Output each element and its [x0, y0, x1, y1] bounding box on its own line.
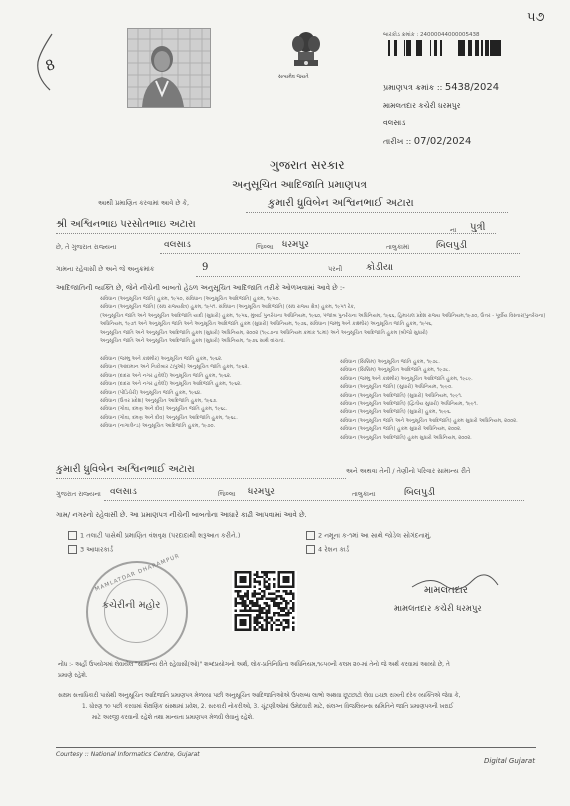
signatory-office: મામલતદાર કચેરી ધરમપુર	[394, 604, 482, 614]
cert-no-value: 5438/2024	[444, 82, 500, 93]
order-line: અનુસૂચિત જાતિ અને અનુસૂચિત આદિજાતિ હુકમ (સુધારો) અધિનિયમ, ૧૯૭૬ સાથે વાંચતાં.	[100, 338, 285, 345]
note-line: 1. ધોરણ ૧૦ પછી કરવામાં શૈક્ષણિક સંસ્થામાં પ્રવેશ, 2. સરકારી નોકરીઓ, 3. ચૂંટણીઓમાં ઉમેદવારી માટે, સંલગ્ન વિજલિયન્સ સમિતિને જાતિ પ્રમાણપત્રની ખરાઈ	[82, 704, 454, 710]
document-subtitle: અનુસૂચિત આદિજાતિ પ્રમાણપત્ર	[232, 179, 367, 191]
order-line: સંવિધાન (દાદરા અને નગર હવેલી) અનુસૂચિત જાતિ હુકમ, ૧૯૬૨.	[100, 372, 232, 379]
barcode-image	[383, 40, 503, 56]
taluka-label: તાલુકામાં	[386, 243, 410, 251]
order-line: સંવિધાન (અનુસૂચિત જાતિ) (સુધારો) અધિનિયમ, ૧૯૯૦.	[340, 384, 453, 391]
order-line: સંવિધાન (અનુસૂચિત આદિજાતિ) (દ્વિતીય સુધારો) અધિનિયમ, ૧૯૯૧.	[340, 401, 479, 408]
serial-number: 9	[202, 262, 209, 273]
barcode-value: 24000044000005438	[419, 32, 480, 38]
basis-text: ગામ/ નગરનો રહેવાસી છે. આ પ્રમાણપત્ર નીચેની બાબતોના આધારે કાઢી આપવામાં આવે છે.	[56, 511, 307, 519]
orders-block-1	[100, 295, 545, 345]
cert-no-label: પ્રમાણપત્ર ક્રમાંક ::	[383, 83, 443, 92]
margin-scribble	[30, 32, 60, 92]
signature: મામલતદાર	[424, 585, 468, 596]
issuing-office: મામલતદાર કચેરી ધરમપુર	[383, 101, 461, 110]
note-block	[58, 660, 450, 682]
order-line: સંવિધાન (અનુસૂચિત આદિજાતિ) (સુધારો) અધિનિયમ, ૧૯૯૧.	[340, 392, 463, 399]
issuing-district: વલસાડ	[383, 118, 406, 127]
footer-brand: Digital Gujarat	[484, 757, 535, 765]
district-value: વલસાડ	[164, 240, 191, 250]
order-line: સંવિધાન (આંદામાન અને નિકોબાર ટાપુઓ) અનુસૂચિત જાતિ હુકમ, ૧૯૬૨.	[100, 364, 249, 371]
village-text: ગામના રહેવાસી છે અને જે અનુક્રમાંક	[56, 265, 155, 273]
note-line: સક્ષમ સત્તાધિકારી પાસેથી અનુસૂચિત આદિજાતિ પ્રમાણપત્ર મેળવ્યા પછી અનુસૂચિત આદિજાતિઓએ ઉપલબ્ધ લાભો અથવા છૂટછાટો લેવા ઇચ્છા રાખતી દરેક વ્યક્તિએ જેવા કે,	[58, 693, 461, 699]
qr-code	[232, 571, 297, 631]
order-line: સંવિધાન (દાદરા અને નગર હવેલી) અનુસૂચિત આદિજાતિ હુકમ, ૧૯૬૨.	[100, 381, 242, 388]
order-line: (અનુસૂચિત જાતિ અને અનુસૂચિત આદિજાતિ યાદી (સુધારો) હુકમ, ૧૯૫૬, મુંબઈ પુનર્રચના અધિનિયમ, ૧૯૬૦, પંજાબ પુનર્રચના અધિનિયમ, ૧૯૬૬, હિમાચલ પ્રદેશ રાજ્ય અધિનિયમ,૧૯૭૦, ઉત્તર - પૂર્વીય વિસ્તાર(પુનર્રચના)	[100, 312, 546, 319]
order-line: સંવિધાન (જમ્મુ અને કાશ્મીર) અનુસૂચિત આદિજાતિ હુકમ, ૧૯૮૯.	[340, 375, 473, 382]
order-line: સંવિધાન (સિક્કિમ) અનુસૂચિત જાતિ હુકમ, ૧૯૭૮.	[340, 359, 440, 365]
father-name: શ્રી અશ્વિનભાઇ પરસોતભાઇ અટારા	[56, 219, 196, 230]
barcode-label: બારકોડ ક્રમાંક :	[383, 32, 419, 38]
date-label: તારીખ ::	[383, 137, 412, 146]
order-line: સંવિધાન (પોંડિચેરી) અનુસૂચિત જાતિ હુકમ, ૧૯૬૪.	[100, 389, 202, 396]
residence-taluka: ધરમપુર	[248, 487, 275, 497]
emblem-caption: સત્યમેવ જયતે	[278, 74, 309, 80]
applicant-photo	[127, 28, 211, 108]
margin-note: 8	[43, 56, 58, 76]
checkbox-icon	[306, 531, 315, 540]
note-line: પ્રમાણે રહેશે.	[58, 673, 88, 679]
order-line: સંવિધાન (ઉત્તર પ્રદેશ) અનુસૂચિત આદિજાતિ હુકમ, ૧૯૬૭.	[100, 398, 218, 405]
order-line: સંવિધાન (અનુસૂચિત જાતિ અને અનુસૂચિત આદિજાતિ) હુકમ સુધારો અધિનિયમ, ૨૦૦૨.	[340, 417, 518, 424]
residence-taluka-label: તાલુકાના	[352, 490, 376, 498]
order-line: સંવિધાન (અનુસૂચિત જાતિ) (સંઘ રાજ્યક્ષેત્ર) હુકમ, ૧૯૫૧. સંવિધાન (અનુસૂચિત આદિજાતિ) (સંઘ રાજ્ય ક્ષેત્ર) હુકમ, ૧૯૫૧ રેક,	[100, 304, 356, 311]
order-line: સંવિધાન (સિક્કિમ) અનુસૂચિત આદિજાતિ હુકમ, ૧૯૭૮.	[340, 367, 451, 374]
village-value: બિલપુડી	[436, 240, 468, 251]
tribe-text: આદિજાતિની વ્યક્તિ છે, જેને નીચેની બાબતો હેઠળ અનુસૂચિત આદિજાતિ તરીકે ઓળખવામાં આવે છે :-	[56, 284, 345, 292]
date-value: 07/02/2024	[413, 136, 472, 147]
relation-prefix: ના	[450, 226, 457, 234]
applicant-name: કુમારી ધ્રુવિબેન અશ્વિનભાઈ અટારા	[268, 197, 414, 209]
orders-left	[100, 355, 249, 431]
basis-item-1: 1 તલાટી પાસેથી પ્રમાણિત વંશવૃક્ષ (પરદાદાથી શરૂઆત કરીને.)	[80, 531, 241, 540]
note-line: નોંધ :- અહીં ઉપયોગમાં લેવાયેલ "સામાન્ય રીતે રહેવાસી(ઓ)" શબ્દપ્રયોગનો અર્થ, લોક-પ્રતિનિધિત્વ અધિનિયમ,૧૯૫૦ની કલમ ૨૦-માં તેનો જે અર્થ કરવામાં આવ્યો છે, તે	[58, 662, 450, 668]
residence-district: વલસાડ	[110, 487, 137, 497]
checkbox-icon	[68, 531, 77, 540]
certify-text: આથી પ્રમાણિત કરવામાં આવે છે કે,	[98, 199, 190, 207]
residence-tail: અને અથવા તેની / તેણીનો પરિવાર સામાન્ય રીતે	[346, 467, 471, 475]
order-line: સંવિધાન (નાગાલેન્ડ) અનુસૂચિત આદિજાતિ હુકમ, ૧૯૭૦.	[100, 423, 216, 430]
residence-name: કુમારી ધ્રુવિબેન અશ્વિનભાઈ અટારા	[56, 464, 195, 475]
signature-scribble	[410, 573, 500, 593]
order-line: સંવિધાન (ગોવા, દમણ અને દીવ) અનુસૂચિત જાતિ હુકમ, ૧૯૬૮.	[100, 406, 228, 413]
order-line: સંવિધાન (અનુસૂચિત આદિજાતિ) (સુધારો) હુકમ, ૧૯૯૬.	[340, 409, 452, 416]
seal-caption: કચેરીની મહોર	[102, 600, 161, 611]
order-line: સંવિધાન (ગોવા, દમણ અને દીવ) અનુસૂચિત આદિજાતિ હુકમ, ૧૯૬૮.	[100, 414, 238, 421]
order-line: સંવિધાન (અનુસૂચિત જાતિ) હુકમ, ૧૯૫૦, સંવિધાન (અનુસૂચિત આદિજાતિ) હુકમ, ૧૯૫૦.	[100, 296, 281, 302]
basis-item-4: 4 રેશન કાર્ડ	[318, 545, 350, 554]
order-line: સંવિધાન (અનુસૂચિત જાતિ) હુકમ સુધારો અધિનિયમ, ૨૦૦૨.	[340, 426, 462, 433]
taluka-value: ધરમપુર	[282, 240, 309, 250]
residence-village: બિલપુડી	[404, 487, 436, 498]
orders-right	[340, 358, 518, 442]
footer-courtesy: Courtesy :: National Informatics Centre, Gujarat	[56, 751, 200, 758]
relation: પુત્રી	[470, 222, 486, 233]
basis-item-3: 3 આધારકાર્ડ	[80, 545, 114, 554]
note-line: માટે અરજી કરવાની રહેશે તથા માન્યતા પ્રમાણપત્ર મેળવી લેવાનું રહેશે.	[92, 715, 254, 721]
seal-ring-text: MAMLATDAR DHARAMPUR	[94, 553, 181, 593]
checkbox-icon	[306, 545, 315, 554]
page-number: ૫૭	[527, 10, 545, 25]
order-line: અનુસૂચિત જાતિ અને અનુસૂચિત આદિજાતિ હુકમ (સુધારો) અધિનિયમ, ૨૦૦૨ (૧૯૮૭ના અધિનિયમ ક્રમાંક ૧૮માં) અને અનુસૂચિત આદિજાતિ હુકમ (બીજો સુધારો)	[100, 329, 428, 336]
national-emblem-icon	[288, 22, 324, 78]
district-label: જિલ્લા	[256, 243, 274, 251]
tribe-name: કોડીયા	[366, 262, 394, 273]
checkbox-icon	[68, 545, 77, 554]
document-title: ગુજરાત સરકાર	[270, 158, 345, 172]
residence-district-label: જિલ્લા	[218, 490, 236, 498]
basis-item-2: 2 નમૂના ક-૧માં આ સાથે જોડેલ સોગંદનામું.	[318, 531, 432, 540]
residence-state: ગુજરાત રાજ્યના	[56, 490, 101, 498]
order-line: સંવિધાન (અનુસૂચિત આદિજાતિ) હુકમ સુધારો અધિનિયમ, ૨૦૦૨.	[340, 434, 472, 441]
order-line: સંવિધાન (જમ્મુ અને કાશ્મીર) અનુસૂચિત જાતિ હુકમ, ૧૯૬૨.	[100, 356, 223, 362]
eligibility-block	[58, 691, 460, 724]
footer-rule	[56, 747, 536, 748]
state-text: છે, તે ગુજરાત રાજ્યના	[56, 243, 117, 251]
order-line: અધિનિયમ, ૧૯૭૧ અને અનુસૂચિત જાતિ અને અનુસૂચિત આદિજાતિ હુકમ (સુધારો) અધિનિયમ, ૧૯૭૬, સંવિધાન (જમ્મુ અને કાશ્મીર) અનુસૂચિત જાતિ હુકમ, ૧૯૫૬,	[100, 321, 433, 328]
pachi-text: પરની	[328, 265, 343, 273]
